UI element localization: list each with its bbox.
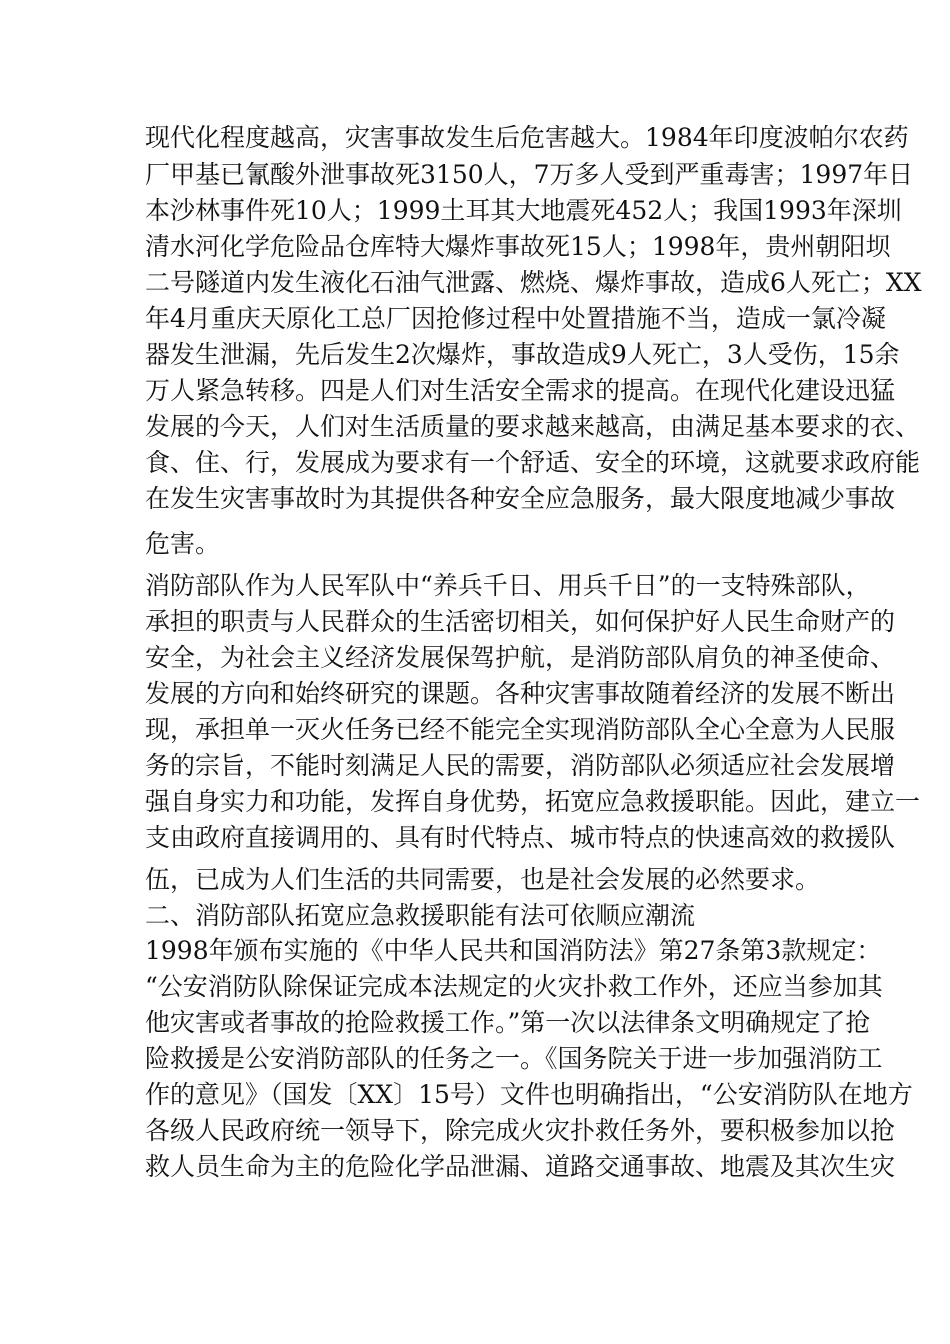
text-line: 救人员生命为主的危险化学品泄漏、道路交通事故、地震及其次生灾 — [145, 1152, 896, 1181]
text-line: 1998年颁布实施的《中华人民共和国消防法》第27条第3款规定： — [145, 936, 882, 965]
text-line: 发展的方向和始终研究的课题。各种灾害事故随着经济的发展不断出 — [145, 679, 896, 708]
text-line: 清水河化学危险品仓库特大爆炸事故死15人；1998年，贵州朝阳坝 — [145, 232, 891, 261]
text-line: 他灾害或者事故的抢险救援工作。”第一次以法律条文明确规定了抢 — [145, 1008, 871, 1037]
text-line: 各级人民政府统一领导下，除完成火灾扑救任务外，要积极参加以抢 — [145, 1116, 896, 1145]
text-line: 务的宗旨，不能时刻满足人民的需要，消防部队必须适应社会发展增 — [145, 751, 896, 780]
text-line: 承担的职责与人民群众的生活密切相关，如何保护好人民生命财产的 — [145, 607, 896, 636]
text-line: 现代化程度越高，灾害事故发生后危害越大。1984年印度波帕尔农药 — [145, 123, 909, 152]
text-line: 危害。 — [145, 529, 221, 558]
text-line: 在发生灾害事故时为其提供各种安全应急服务，最大限度地减少事故 — [145, 484, 896, 513]
text-line: 现，承担单一灭火任务已经不能完全实现消防部队全心全意为人民服 — [145, 715, 896, 744]
text-line: “公安消防队除保证完成本法规定的火灾扑救工作外，还应当参加其 — [145, 972, 883, 1001]
text-line: 强自身实力和功能，发挥自身优势，拓宽应急救援职能。因此，建立一 — [145, 787, 921, 816]
text-line: 消防部队作为人民军队中“养兵千日、用兵千日”的一支特殊部队， — [145, 571, 871, 600]
text-line: 伍，已成为人们生活的共同需要，也是社会发展的必然要求。 — [145, 865, 821, 894]
text-line: 支由政府直接调用的、具有时代特点、城市特点的快速高效的救援队 — [145, 823, 896, 852]
text-line: 本沙林事件死10人；1999土耳其大地震死452人；我国1993年深圳 — [145, 196, 902, 225]
text-line: 年4月重庆天原化工总厂因抢修过程中处置措施不当，造成一氯冷凝 — [145, 304, 886, 333]
text-line: 发展的今天，人们对生活质量的要求越来越高，由满足基本要求的衣、 — [145, 412, 921, 441]
text-line: 二号隧道内发生液化石油气泄露、燃烧、爆炸事故，造成6人死亡；XX — [145, 268, 922, 297]
section-heading: 二、消防部队拓宽应急救援职能有法可依顺应潮流 — [145, 901, 696, 930]
text-line: 万人紧急转移。四是人们对生活安全需求的提高。在现代化建设迅猛 — [145, 376, 896, 405]
text-line: 险救援是公安消防部队的任务之一。《国务院关于进一步加强消防工 — [145, 1044, 883, 1073]
text-line: 食、住、行，发展成为要求有一个舒适、安全的环境，这就要求政府能 — [145, 448, 921, 477]
text-line: 器发生泄漏，先后发生2次爆炸，事故造成9人死亡，3人受伤，15余 — [145, 340, 900, 369]
text-line: 作的意见》（国发〔XX〕15号）文件也明确指出，“公安消防队在地方 — [145, 1080, 913, 1109]
text-line: 厂甲基已氰酸外泄事故死3150人，7万多人受到严重毒害；1997年日 — [145, 160, 914, 189]
text-line: 安全，为社会主义经济发展保驾护航，是消防部队肩负的神圣使命、 — [145, 643, 896, 672]
